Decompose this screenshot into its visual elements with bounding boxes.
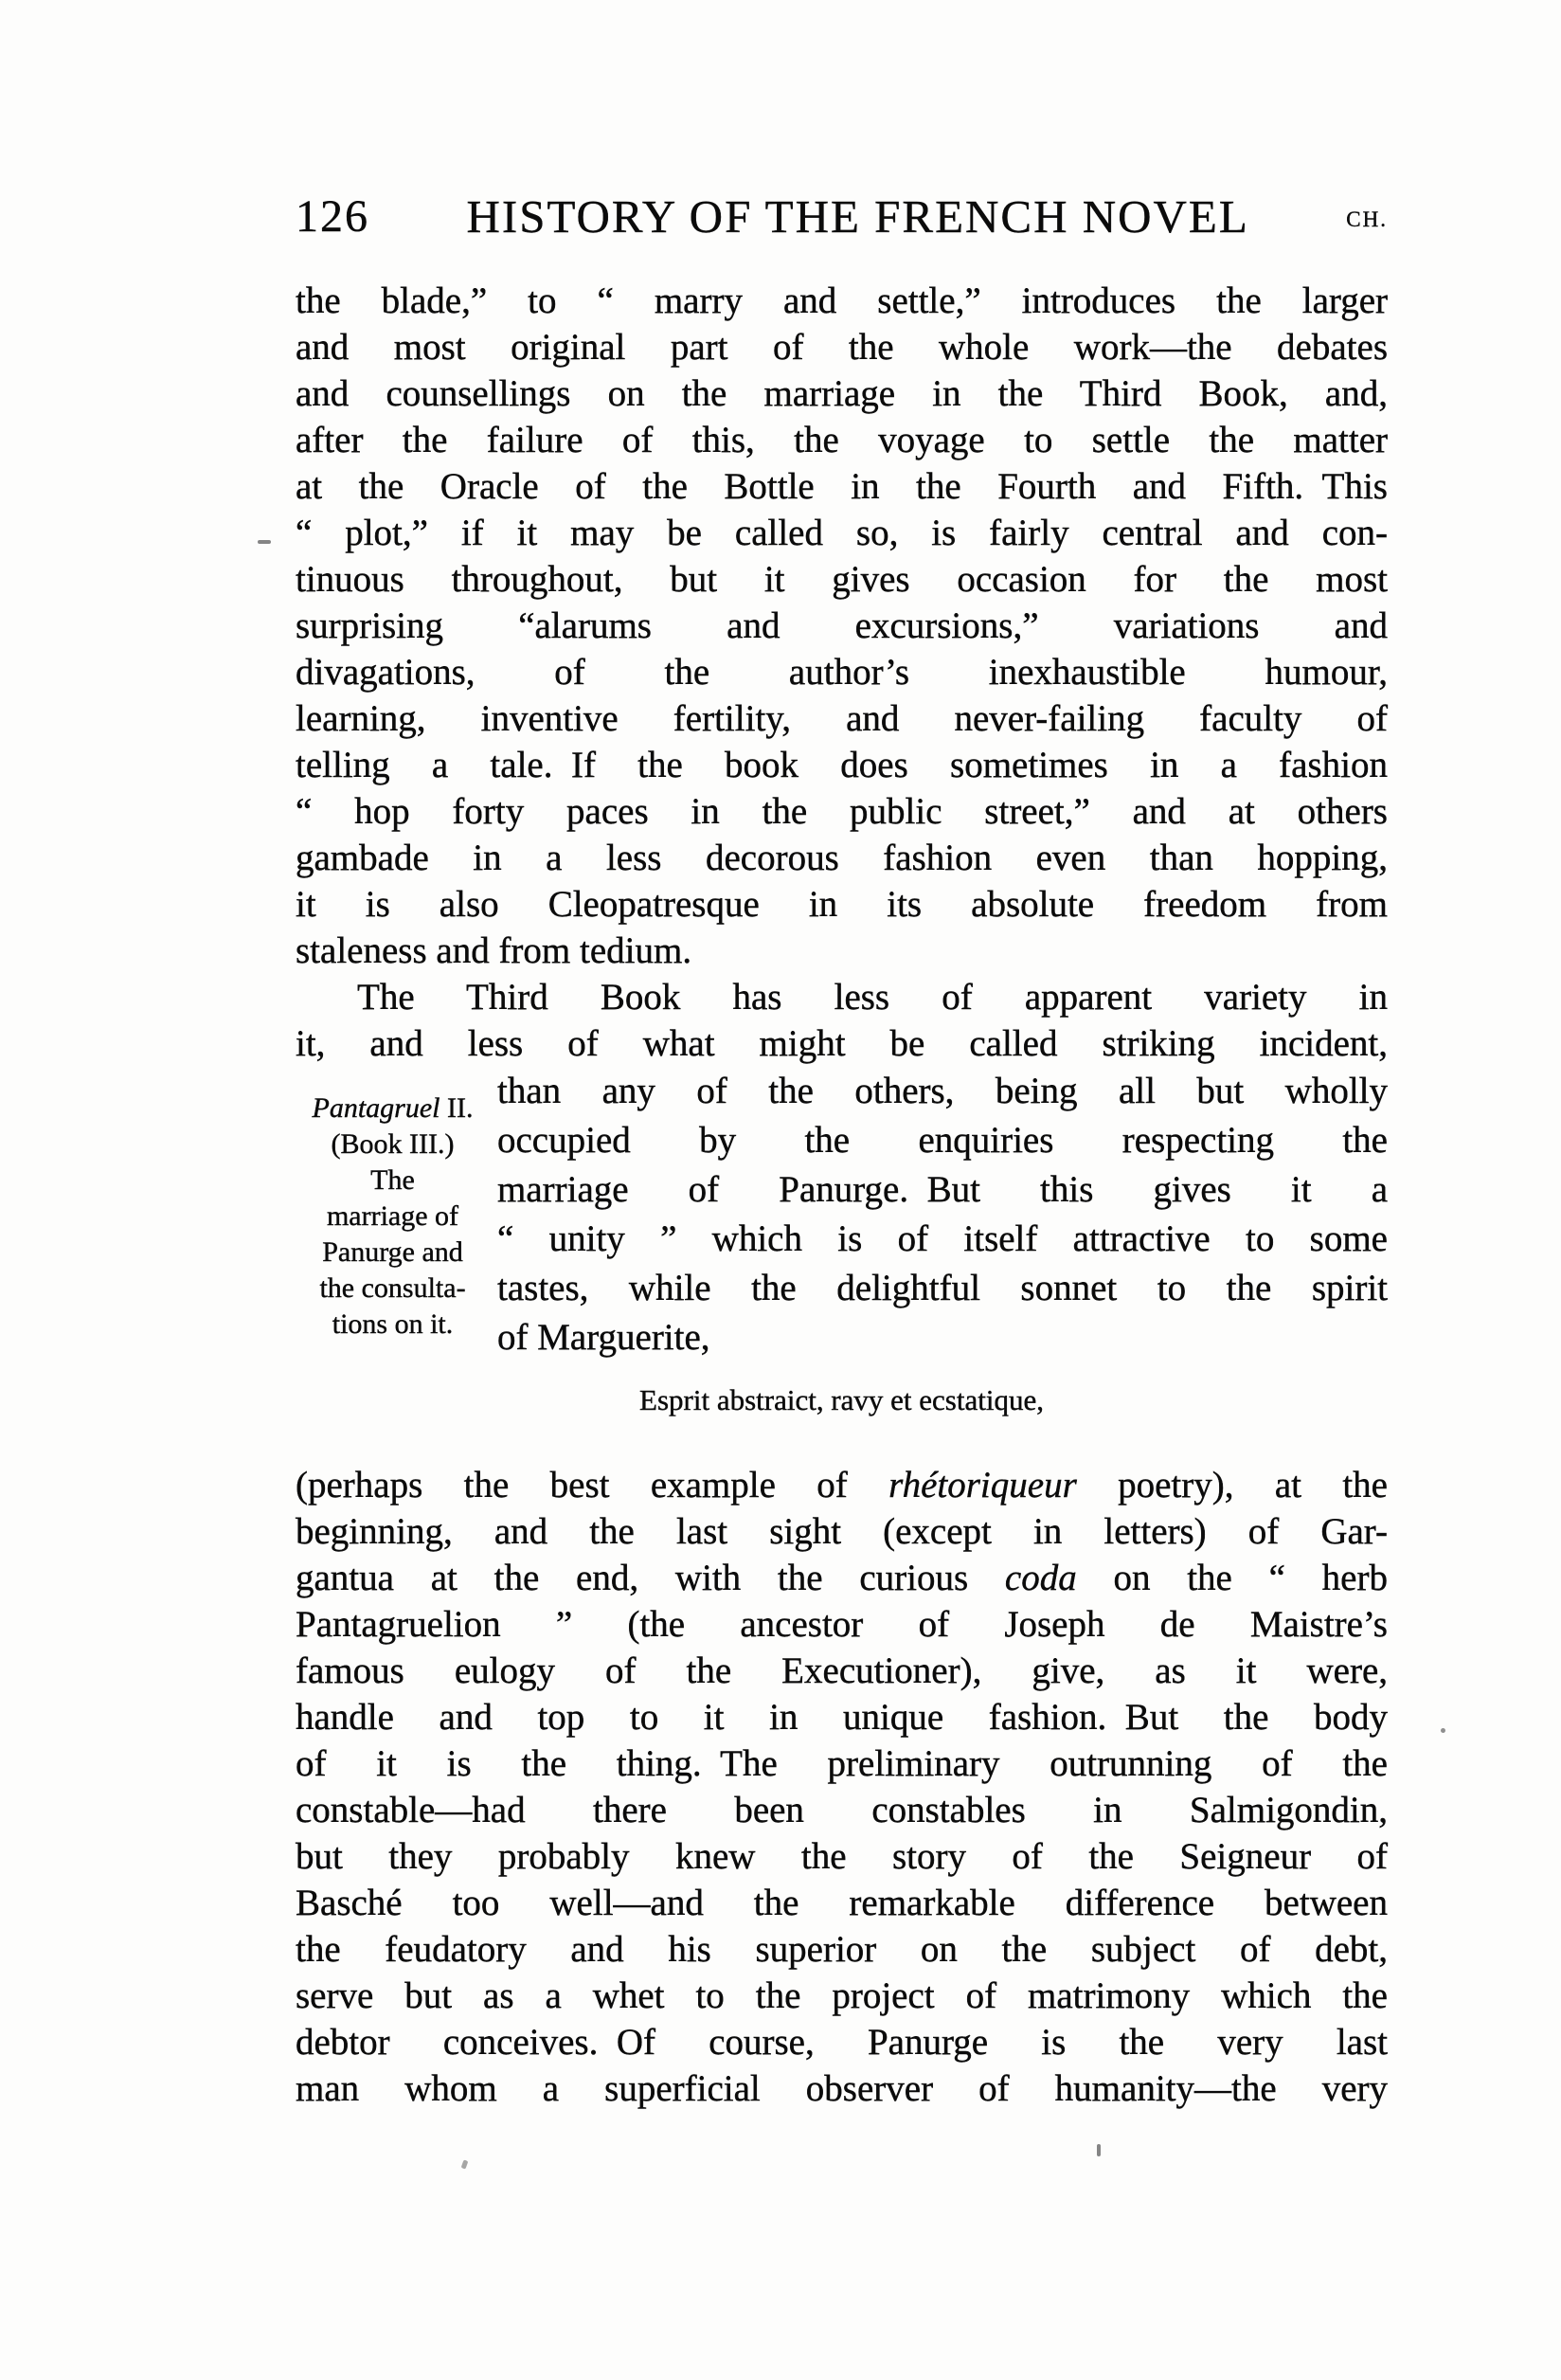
sidenote-line (296, 1091, 490, 1127)
text-segment: it is also Cleopatresque in its absolute freedom from (296, 884, 1388, 925)
scan-artifact-mark (461, 2159, 469, 2169)
text-line (497, 1067, 1388, 1116)
text-segment: on the “ herb (1076, 1558, 1388, 1598)
italic-text: Pantagruel (312, 1092, 440, 1124)
text-segment: marriage of Panurge. But this gives it a (497, 1169, 1388, 1210)
text-segment: constable—had there been constables in Salmigondin, (296, 1790, 1388, 1830)
text-segment: surprising “alarums and excursions,” variations and (296, 605, 1388, 646)
verse-quotation: Esprit abstraict, ravy et ecstatique, (639, 1383, 1044, 1416)
text-line (296, 1833, 1388, 1880)
text-line (296, 1694, 1388, 1740)
text-segment: the consulta- (319, 1272, 466, 1304)
text-segment: “ unity ” which is of itself attractive to some (497, 1218, 1388, 1259)
text-segment: gambade in a less decorous fashion even than hopping, (296, 838, 1388, 878)
text-segment: The Third Book has less of apparent variety in (357, 977, 1388, 1018)
text-line (296, 1020, 1388, 1067)
scan-artifact-dash (258, 540, 271, 544)
page-number: 126 (296, 190, 369, 242)
text-line (296, 510, 1388, 556)
text-line (296, 1462, 1388, 1508)
text-line (296, 974, 1388, 1020)
text-line (296, 2019, 1388, 2065)
text-line (296, 603, 1388, 649)
text-line (296, 1555, 1388, 1601)
text-segment: Panurge and (322, 1236, 463, 1268)
text-segment: marriage of (326, 1200, 459, 1232)
sidenote-line (296, 1127, 490, 1163)
text-line (296, 1740, 1388, 1787)
text-segment: occupied by the enquiries respecting the (497, 1120, 1388, 1161)
text-line (296, 928, 1388, 974)
text-segment: tinuous throughout, but it gives occasion for the most (296, 559, 1388, 600)
text-line (296, 881, 1388, 928)
text-segment: II. (440, 1092, 474, 1124)
paragraph-2-with-sidenote (296, 1067, 1388, 1362)
text-segment: “ plot,” if it may be called so, is fairly central and con- (296, 513, 1388, 553)
text-segment: beginning, and the last sight (except in letters) of Gar- (296, 1511, 1388, 1552)
italic-text: coda (1004, 1558, 1077, 1598)
text-segment: and counsellings on the marriage in the Third Book, and, (296, 373, 1388, 414)
text-line (296, 2065, 1388, 2112)
text-segment: famous eulogy of the Executioner), give, as it were, (296, 1650, 1388, 1691)
text-segment: than any of the others, being all but wholly (497, 1071, 1388, 1111)
paragraph-2-intro (296, 974, 1388, 1067)
text-line (296, 649, 1388, 695)
text-segment: after the failure of this, the voyage to settle the matter (296, 420, 1388, 460)
chapter-label: CH. (1346, 207, 1388, 231)
text-segment: handle and top to it in unique fashion. But the body (296, 1697, 1388, 1738)
text-line (497, 1313, 1388, 1362)
text-line (296, 788, 1388, 835)
text-segment: “ hop forty paces in the public street,” and at others (296, 791, 1388, 832)
page-title: HISTORY OF THE FRENCH NOVEL (466, 189, 1249, 243)
paragraph-1 (296, 278, 1388, 974)
text-line (296, 742, 1388, 788)
text-segment: (Book III.) (331, 1128, 455, 1160)
text-segment: The (370, 1164, 415, 1196)
text-segment: telling a tale. If the book does sometimes in a fashion (296, 745, 1388, 785)
sidenote-line (296, 1271, 490, 1307)
text-segment: (perhaps the best example of (296, 1465, 889, 1506)
page-body (296, 278, 1388, 2112)
text-segment: staleness and from tedium. (296, 930, 692, 971)
text-line (296, 1648, 1388, 1694)
text-segment: divagations, of the author’s inexhaustible humour, (296, 652, 1388, 693)
running-header (296, 189, 1388, 243)
sidenote-line (296, 1307, 490, 1343)
text-segment: learning, inventive fertility, and never-failing faculty of (296, 698, 1388, 739)
text-segment: Pantagruelion ” (the ancestor of Joseph de Maistre’s (296, 1604, 1388, 1645)
text-segment: poetry), at the (1076, 1465, 1388, 1506)
scan-artifact-dot (1441, 1728, 1445, 1733)
text-segment: of Marguerite, (497, 1317, 710, 1358)
text-segment: gantua at the end, with the curious (296, 1558, 1005, 1598)
text-line (296, 835, 1388, 881)
text-segment: it, and less of what might be called striking incident, (296, 1023, 1388, 1064)
text-line (497, 1116, 1388, 1165)
text-segment: serve but as a whet to the project of matrimony which the (296, 1975, 1388, 2016)
text-line (296, 1926, 1388, 1973)
text-line (296, 278, 1388, 324)
text-segment: the blade,” to “ marry and settle,” introduces the larger (296, 280, 1388, 321)
text-segment: the feudatory and his superior on the subject of debt, (296, 1929, 1388, 1970)
text-line (296, 1787, 1388, 1833)
sidenote-line (296, 1163, 490, 1199)
paragraph-3 (296, 1462, 1388, 2112)
text-segment: tastes, while the delightful sonnet to the spirit (497, 1268, 1388, 1308)
text-line (497, 1215, 1388, 1264)
italic-text: rhétoriqueur (888, 1465, 1077, 1506)
text-segment: man whom a superficial observer of humanity—the very (296, 2068, 1388, 2109)
text-line (296, 324, 1388, 370)
text-segment: but they probably knew the story of the Seigneur of (296, 1836, 1388, 1877)
text-line (296, 370, 1388, 417)
text-segment: Basché too well—and the remarkable difference between (296, 1883, 1388, 1923)
text-segment: at the Oracle of the Bottle in the Fourth and Fifth. This (296, 466, 1388, 507)
scan-artifact-tick (1097, 2144, 1101, 2156)
text-segment: of it is the thing. The preliminary outrunning of the (296, 1743, 1388, 1784)
paragraph-2-note-body (497, 1067, 1388, 1362)
sidenote-line (296, 1199, 490, 1235)
text-segment: debtor conceives. Of course, Panurge is the very last (296, 2022, 1388, 2063)
margin-sidenote (296, 1091, 490, 1343)
text-line (497, 1264, 1388, 1313)
text-line (296, 695, 1388, 742)
text-line (497, 1165, 1388, 1215)
text-segment: and most original part of the whole work—the debates (296, 327, 1388, 368)
text-line (296, 463, 1388, 510)
text-line (296, 556, 1388, 603)
text-line (296, 1601, 1388, 1648)
text-line (296, 417, 1388, 463)
text-line (296, 1508, 1388, 1555)
text-line (296, 1973, 1388, 2019)
text-segment: tions on it. (332, 1308, 454, 1340)
text-line (296, 1880, 1388, 1926)
sidenote-line (296, 1235, 490, 1271)
